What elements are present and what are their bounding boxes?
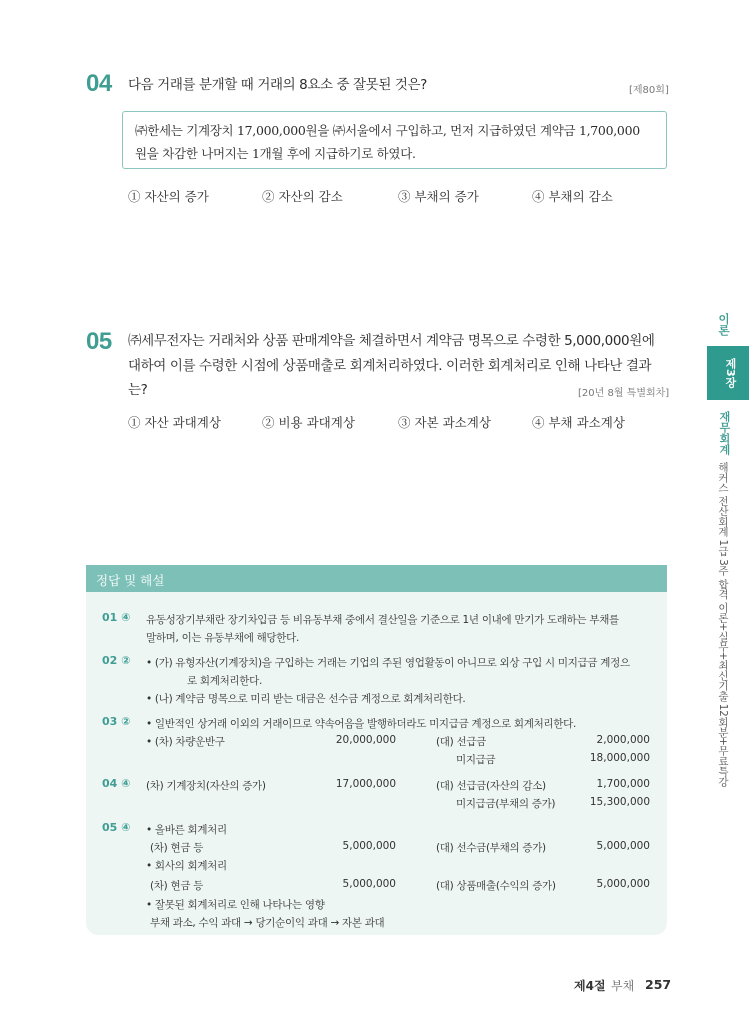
journal-credit: 미지급금(부채의 증가) [456, 798, 556, 810]
journal-amount: 1,700,000 [596, 778, 650, 790]
answer-text: 말하며, 이는 유동부채에 해당한다. [146, 632, 299, 644]
journal-amount: 17,000,000 [335, 778, 396, 790]
answer-number: 01 ④ [102, 611, 131, 624]
journal-amount: 5,000,000 [596, 840, 650, 852]
option-2[interactable]: ② 비용 과대계상 [262, 415, 355, 430]
footer-section: 제4절 [574, 979, 606, 993]
journal-credit: (대) 선수금(부채의 증가) [436, 842, 546, 854]
question-number: 04 [86, 70, 112, 97]
context-line: 원을 차감한 나머지는 1개월 후에 지급하기로 하였다. [135, 146, 416, 161]
answer-number: 03 ② [102, 715, 131, 728]
journal-debit: (차) 현금 등 [150, 842, 204, 854]
section-label: 재무회계 [718, 411, 731, 455]
answer-number: 04 ④ [102, 777, 131, 790]
journal-credit: (대) 선급금(자산의 감소) [436, 780, 546, 792]
chapter-tab-label: 제3장 [724, 358, 737, 388]
question-source: [20년 8월 특별회차] [578, 388, 670, 399]
answer-text: 로 회계처리한다. [187, 675, 262, 687]
journal-amount: 20,000,000 [335, 734, 396, 746]
question-source: [제80회] [629, 85, 669, 96]
option-1[interactable]: ① 자산의 증가 [128, 189, 209, 204]
answer-number: 02 ② [102, 654, 131, 667]
journal-debit: • (차) 차량운반구 [146, 736, 225, 748]
journal-amount: 5,000,000 [596, 878, 650, 890]
book-title: 해커스 전산회계 1급 3주 합격 이론+실무+최신기출 12회분+무료특강 [717, 462, 729, 787]
option-4[interactable]: ④ 부채 과소계상 [532, 415, 625, 430]
option-3[interactable]: ③ 자본 과소계상 [398, 415, 491, 430]
sidebar-label: 이론 [717, 313, 731, 336]
page-number: 257 [645, 977, 672, 992]
option-3[interactable]: ③ 부채의 증가 [398, 189, 479, 204]
question-text-line: 대하여 이를 수령한 시점에 상품매출로 회계처리하였다. 이러한 회계처리로 인해 나타난 결과 [128, 358, 652, 374]
footer-topic: 부채 [611, 979, 635, 993]
journal-debit: (차) 현금 등 [150, 880, 204, 892]
answers-header: 정답 및 해설 [86, 565, 667, 592]
answer-heading: • 잘못된 회계처리로 인해 나타나는 영향 [146, 899, 325, 911]
answer-number: 05 ④ [102, 821, 131, 834]
option-4[interactable]: ④ 부채의 감소 [532, 189, 613, 204]
question-context-box [122, 111, 667, 169]
answers-panel [86, 592, 667, 935]
journal-amount: 2,000,000 [596, 734, 650, 746]
journal-amount: 15,300,000 [589, 796, 650, 808]
answer-text: 유동성장기부채란 장기차입금 등 비유동부채 중에서 결산일을 기준으로 1년 이내에 만기가 도래하는 부채를 [146, 614, 619, 626]
question-text: 다음 거래를 분개할 때 거래의 8요소 중 잘못된 것은? [128, 77, 427, 93]
answer-text: • (나) 계약금 명목으로 미리 받는 대금은 선수금 계정으로 회계처리한다. [146, 693, 466, 705]
answer-heading: • 회사의 회계처리 [146, 860, 227, 872]
answer-heading: • 올바른 회계처리 [146, 824, 227, 836]
journal-credit: (대) 상품매출(수익의 증가) [436, 880, 556, 892]
option-1[interactable]: ① 자산 과대계상 [128, 415, 221, 430]
option-2[interactable]: ② 자산의 감소 [262, 189, 343, 204]
answer-effect: 부채 과소, 수익 과대 → 당기순이익 과대 → 자본 과대 [150, 917, 385, 929]
context-line: ㈜한세는 기계장치 17,000,000원을 ㈜서울에서 구입하고, 먼저 지급하였던 계약금 1,700,000 [135, 123, 640, 138]
chapter-tab[interactable] [707, 346, 749, 400]
journal-amount: 5,000,000 [342, 878, 396, 890]
answer-text: • (가) 유형자산(기계장치)을 구입하는 거래는 기업의 주된 영업활동이 아니므로 외상 구입 시 미지급금 계정으 [146, 657, 630, 669]
answer-text: • 일반적인 상거래 이외의 거래이므로 약속어음을 발행하더라도 미지급금 계정으로 회계처리한다. [146, 718, 576, 730]
journal-credit: (대) 선급금 [436, 736, 487, 748]
journal-amount: 18,000,000 [589, 752, 650, 764]
journal-credit: 미지급금 [456, 754, 496, 766]
journal-amount: 5,000,000 [342, 840, 396, 852]
question-text-line: ㈜세무전자는 거래처와 상품 판매계약을 체결하면서 계약금 명목으로 수령한 5,000,000원에 [128, 333, 655, 349]
question-text-line: 는? [128, 382, 148, 398]
question-number: 05 [86, 328, 112, 355]
journal-debit: (차) 기계장치(자산의 증가) [146, 780, 266, 792]
